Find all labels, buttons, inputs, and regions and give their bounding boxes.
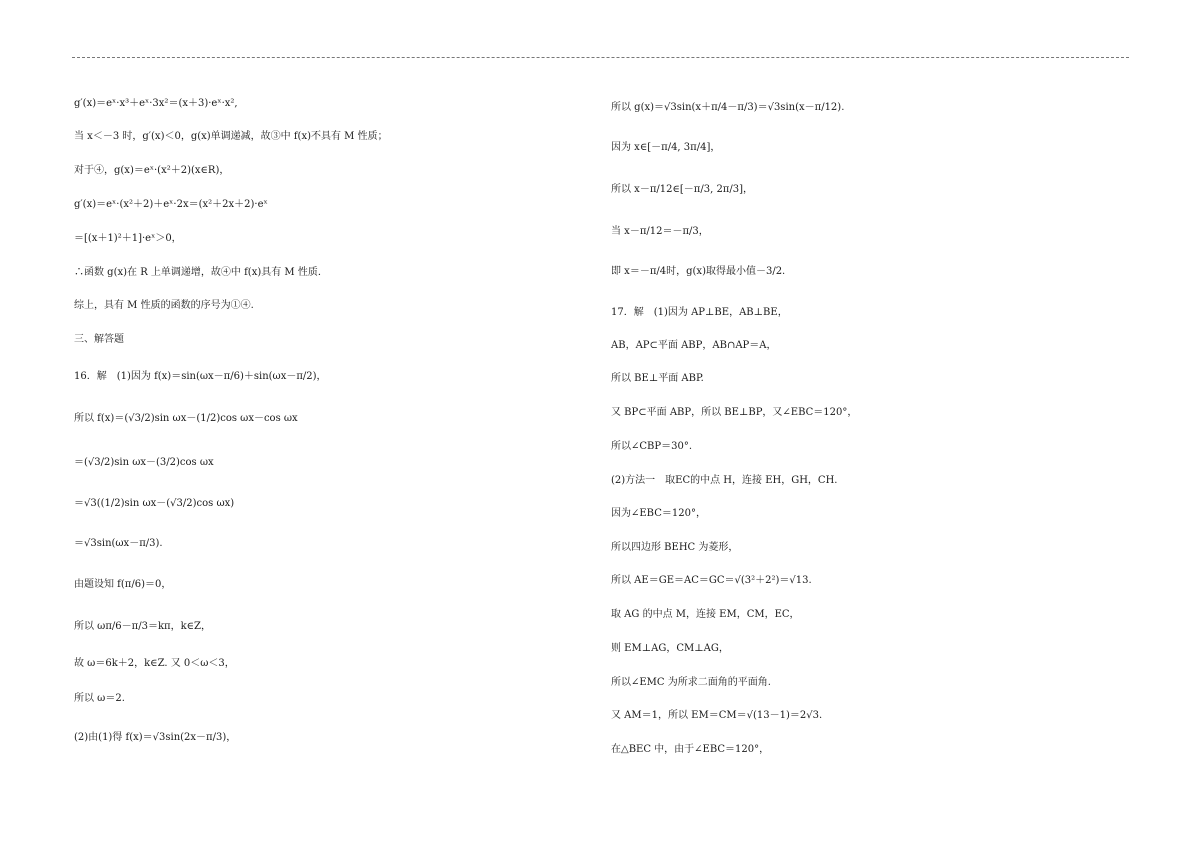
section-heading: 三、解答题 <box>74 334 124 345</box>
text-line: (2)由(1)得 f(x)＝√3sin(2x－π/3)， <box>74 732 237 743</box>
text-line: AB，AP⊂平面 ABP，AB∩AP＝A， <box>611 340 777 351</box>
text-line: 综上，具有 M 性质的函数的序号为①④. <box>74 300 254 311</box>
text-line: 所以 AE＝GE＝AC＝GC＝√(3²＋2²)＝√13. <box>611 575 812 586</box>
text-line: ＝√3sin(ωx－π/3). <box>74 538 163 549</box>
text-line: 所以 ωπ/6－π/3＝kπ，k∈Z， <box>74 621 211 632</box>
text-line: 当 x＜－3 时，g′(x)＜0，g(x)单调递减，故③中 f(x)不具有 M 性质； <box>74 131 388 142</box>
text-line: ＝[(x＋1)²＋1]·eˣ＞0， <box>74 233 182 244</box>
text-line: 16．解 (1)因为 f(x)＝sin(ωx－π/6)＋sin(ωx－π/2)， <box>74 371 327 382</box>
text-line: 取 AG 的中点 M，连接 EM，CM，EC， <box>611 609 800 620</box>
text-line: 故 ω＝6k＋2，k∈Z. 又 0＜ω＜3， <box>74 658 235 669</box>
text-line: g′(x)＝eˣ·(x²＋2)＋eˣ·2x＝(x²＋2x＋2)·eˣ <box>74 199 268 210</box>
text-line: 当 x－π/12＝－π/3， <box>611 226 709 237</box>
text-line: 所以 BE⊥平面 ABP. <box>611 373 704 384</box>
text-line: 对于④，g(x)＝eˣ·(x²＋2)(x∈R)， <box>74 165 230 176</box>
text-line: 又 AM＝1，所以 EM＝CM＝√(13－1)＝2√3. <box>611 710 823 721</box>
text-line: ＝(√3/2)sin ωx－(3/2)cos ωx <box>74 457 214 468</box>
text-line: 即 x＝－π/4时，g(x)取得最小值－3/2. <box>611 266 786 277</box>
text-line: g′(x)＝eˣ·x³＋eˣ·3x²＝(x＋3)·eˣ·x², <box>74 98 238 109</box>
text-line: 所以 ω＝2. <box>74 693 125 704</box>
text-line: 则 EM⊥AG，CM⊥AG， <box>611 643 729 654</box>
text-line: (2)方法一 取EC的中点 H，连接 EH，GH，CH. <box>611 475 838 486</box>
text-line: ＝√3((1/2)sin ωx－(√3/2)cos ωx) <box>74 498 235 509</box>
text-line: 又 BP⊂平面 ABP，所以 BE⊥BP，又∠EBC＝120°， <box>611 407 858 418</box>
text-line: 所以∠EMC 为所求二面角的平面角. <box>611 677 771 688</box>
header-rule <box>72 57 1129 58</box>
text-line: 因为∠EBC＝120°， <box>611 508 706 519</box>
text-line: 所以四边形 BEHC 为菱形， <box>611 542 739 553</box>
text-line: 17．解 (1)因为 AP⊥BE，AB⊥BE， <box>611 307 788 318</box>
text-line: 所以 x－π/12∈[－π/3, 2π/3]， <box>611 184 754 195</box>
text-line: 所以 g(x)＝√3sin(x＋π/4－π/3)＝√3sin(x－π/12). <box>611 102 845 113</box>
text-line: 所以∠CBP＝30°. <box>611 441 693 452</box>
text-line: 所以 f(x)＝(√3/2)sin ωx－(1/2)cos ωx－cos ωx <box>74 413 298 424</box>
text-line: 因为 x∈[－π/4, 3π/4]， <box>611 142 721 153</box>
text-line: ∴函数 g(x)在 R 上单调递增，故④中 f(x)具有 M 性质． <box>74 267 328 278</box>
text-line: 在△BEC 中，由于∠EBC＝120°， <box>611 744 770 755</box>
text-line: 由题设知 f(π/6)＝0， <box>74 579 172 590</box>
